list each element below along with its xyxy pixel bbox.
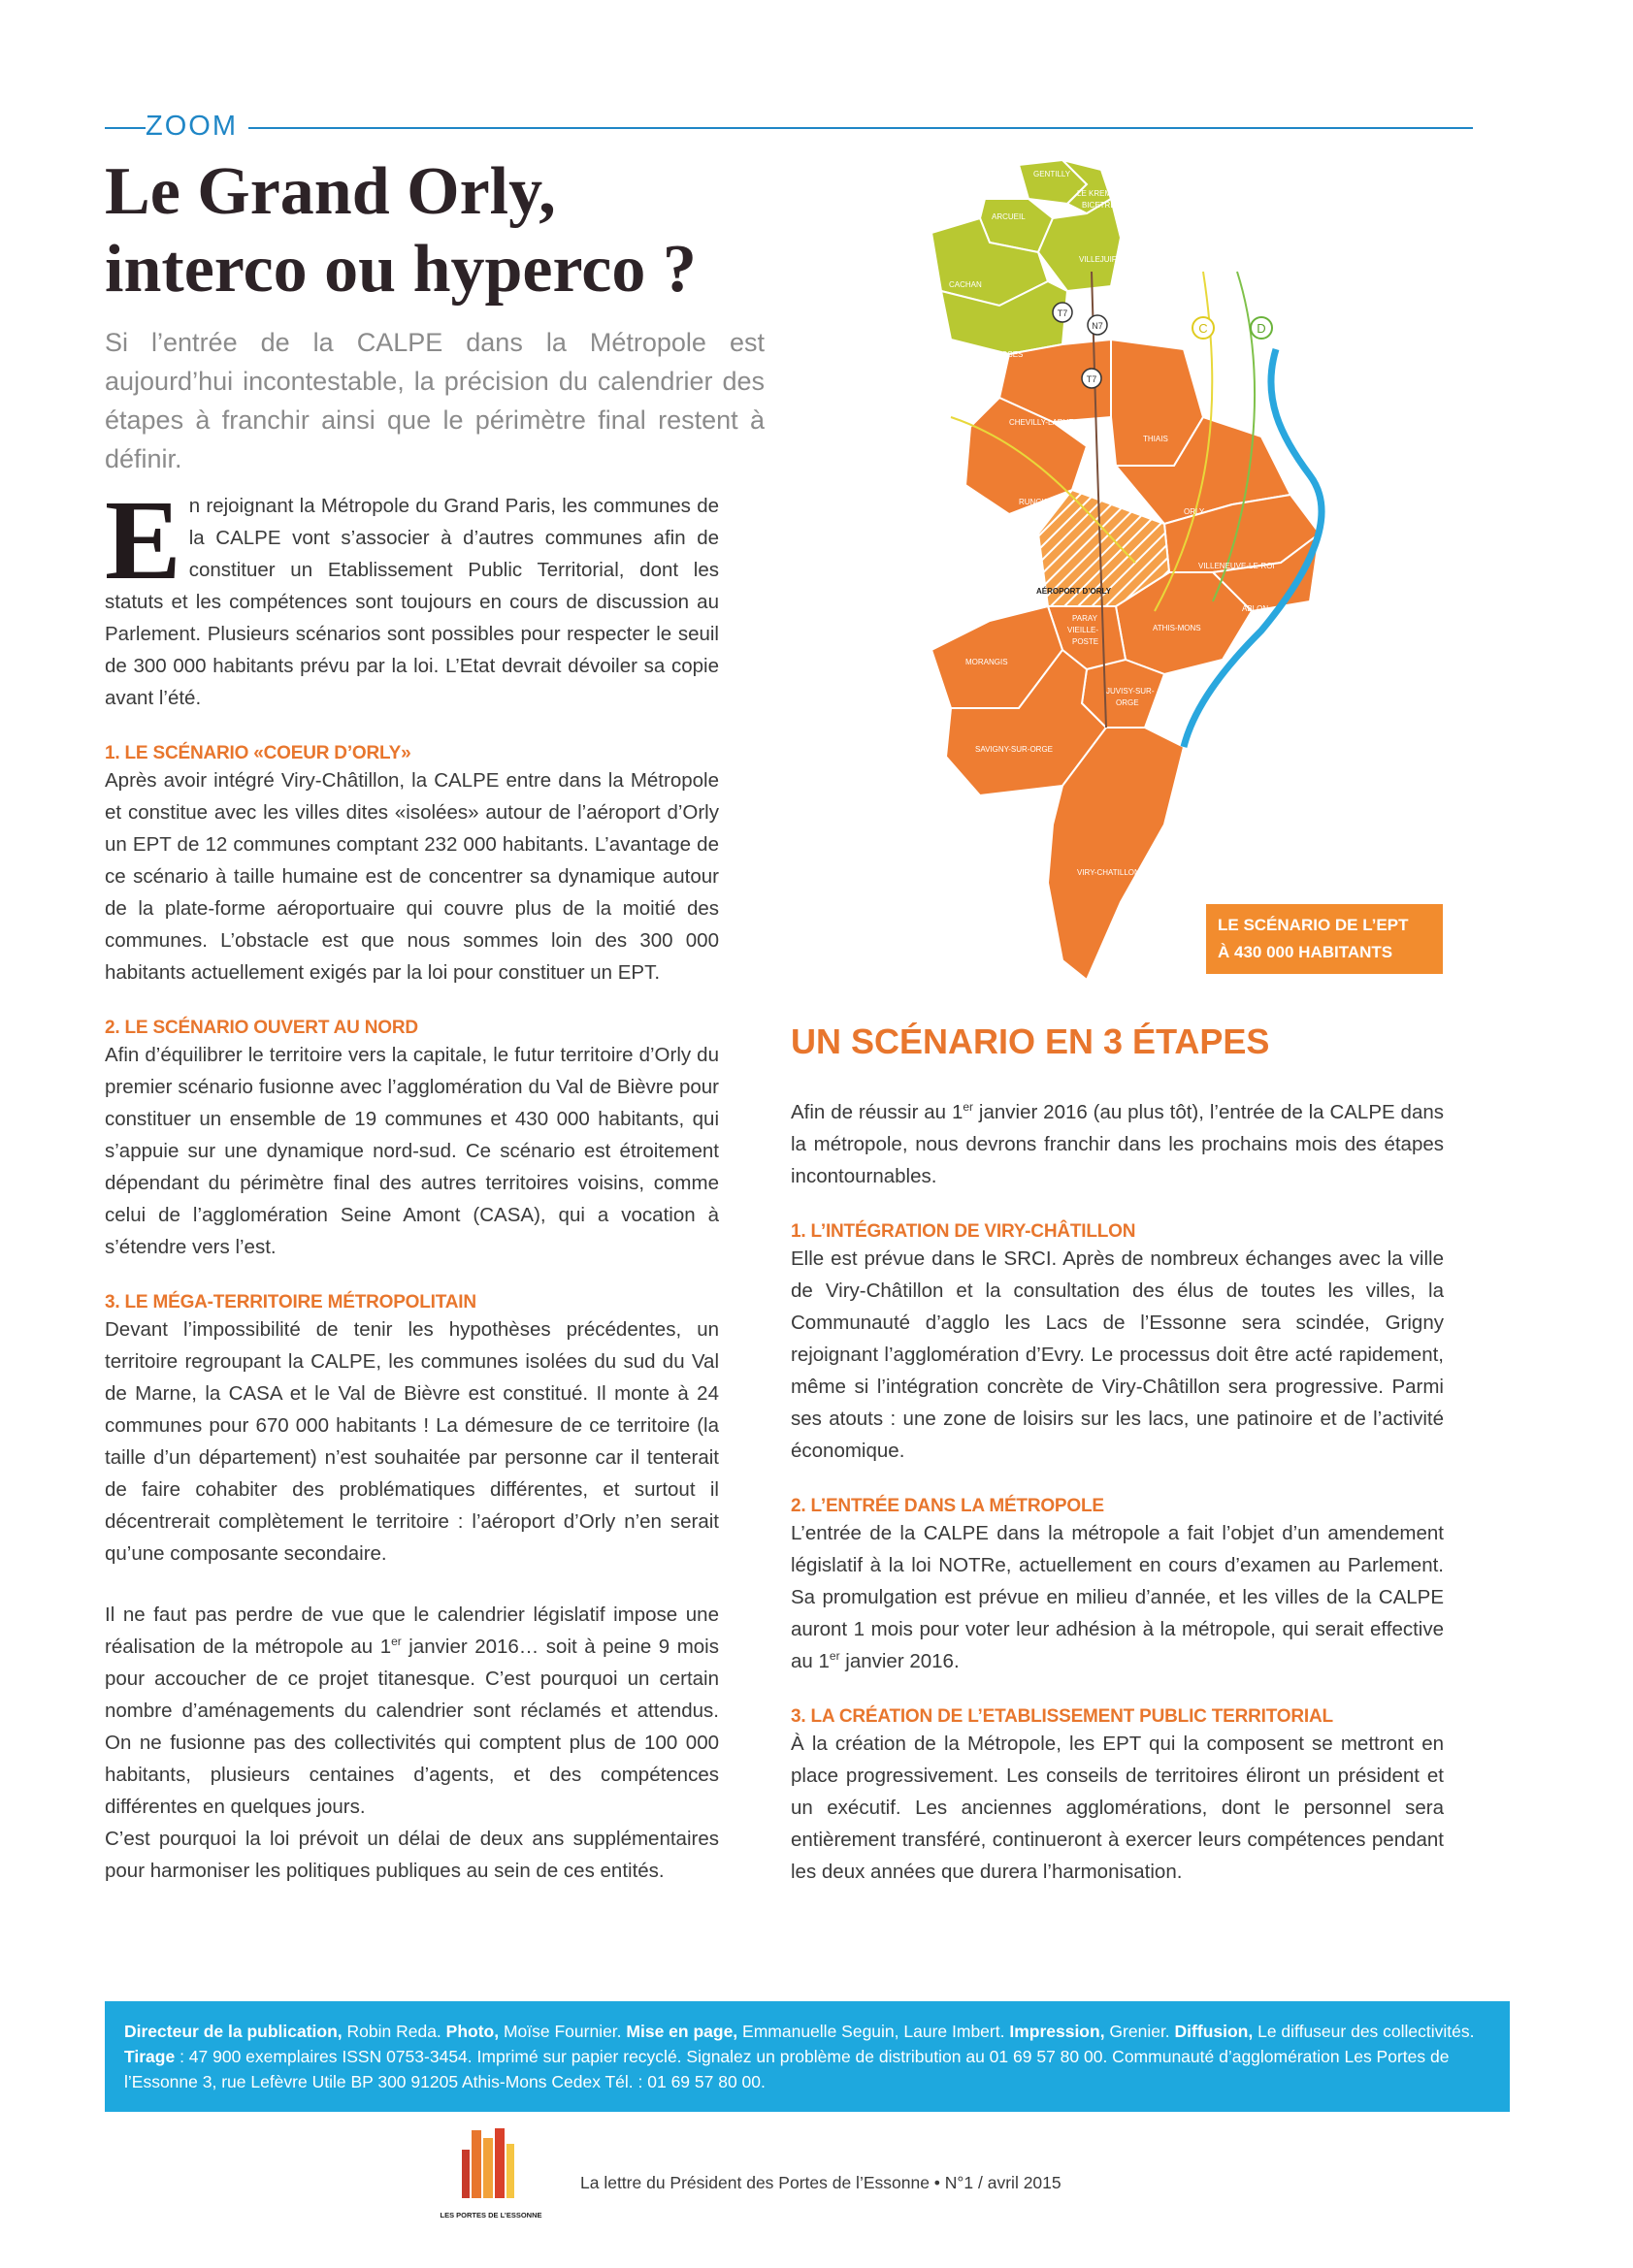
lead-paragraph: Si l’entrée de la CALPE dans la Métropole est aujourd’hui incontestable, la précision du calendrier des étapes à franchir ainsi que le périmètre final restent à définir. <box>105 328 765 473</box>
right-column <box>791 1096 1444 1888</box>
closing-paragraph-1 <box>105 1599 719 1823</box>
scenario-2-heading: 2. LE SCÉNARIO OUVERT AU NORD <box>105 1018 418 1038</box>
credit-director-label: Directeur de la publication, <box>124 2022 343 2041</box>
scenario-3 <box>105 1292 719 1570</box>
marker-t7-a-label: T7 <box>1057 308 1068 318</box>
credit-tirage: : 47 900 exemplaires ISSN 0753-3454. Imprimé sur papier recyclé. Signalez un problème de distribution au 01 69 57 80 00. Communauté d’agglomération Les Portes de l’Essonne 3, rue Lefèvre Utile BP 300 91205 Athis-Mons Cedex Tél. : 01 69 57 80 00. <box>124 2047 1450 2091</box>
marker-rer-d <box>1251 317 1272 339</box>
intro-text: n rejoignant la Métropole du Grand Paris, les communes de la CALPE vont s’associer à d’autres communes afin de constituer un Etablissement Public Territorial, dont les statuts et les compétences sont toujours en cours de discussion au Parlement. Plusieurs scénarios sont possibles pour respecter le seuil de 300 000 habitants prévu par la loi. L’Etat devrait dévoiler sa copie avant l’été. <box>105 495 719 709</box>
credit-layout-label: Mise en page, <box>626 2022 738 2041</box>
step-2-sup: er <box>829 1649 840 1664</box>
scenario-callout <box>1206 904 1443 974</box>
label-rungis: RUNGIS <box>1019 498 1050 506</box>
label-cachan: CACHAN <box>949 280 982 289</box>
scenario-3-heading: 3. LE MÉGA-TERRITOIRE MÉTROPOLITAIN <box>105 1292 476 1312</box>
label-morangis: MORANGIS <box>965 658 1008 666</box>
step-3-heading: 3. LA CRÉATION DE L’ETABLISSEMENT PUBLIC TERRITORIAL <box>791 1706 1333 1727</box>
step-2 <box>791 1496 1444 1677</box>
label-savigny: SAVIGNY-SUR-ORGE <box>975 745 1054 754</box>
step-1-heading: 1. L’INTÉGRATION DE VIRY-CHÂTILLON <box>791 1221 1136 1242</box>
label-kremlin-1: LE KREMLIN <box>1077 189 1124 198</box>
scenario-2-text: Afin d’équilibrer le territoire vers la capitale, le futur territoire d’Orly du premier scénario fusionne avec l’agglomération du Val de Bièvre pour constituer un ensemble de 19 communes et 430 000 habitants, qui s’appuie sur une dynamique nord-sud. Ce scénario est étroitement dépendant du périmètre final des autres territoires voisins, comme celui de l’agglomération Seine Amont (CASA), qui a vocation à s’étendre vers l’est. <box>105 1044 719 1258</box>
closing-text-b: janvier 2016… soit à peine 9 mois pour accoucher de ce projet titanesque. C’est pourquoi un certain nombre d’aménagements du calendrier sont réclamés et attendus. On ne fusionne pas des collectivités qui comptent plus de 100 000 habitants, plusieurs centaines d’agents, et des compétences différentes en quelques jours. <box>105 1636 719 1818</box>
credit-diffusion: Le diffuseur des collectivités. <box>1253 2022 1475 2041</box>
logo-text: LES PORTES DE L’ESSONNE <box>440 2211 542 2219</box>
label-athis: ATHIS-MONS <box>1153 624 1201 632</box>
label-paray-3: POSTE <box>1072 637 1099 646</box>
credit-diffusion-label: Diffusion, <box>1174 2022 1254 2041</box>
left-column <box>105 476 719 1887</box>
portes-essonne-logo <box>439 2124 543 2231</box>
section-kicker: ZOOM <box>146 111 238 142</box>
closing <box>105 1599 719 1887</box>
right-intro-sup: er <box>963 1100 974 1115</box>
step-2-heading: 2. L’ENTRÉE DANS LA MÉTROPOLE <box>791 1496 1104 1516</box>
marker-n7-label: N7 <box>1092 321 1103 331</box>
label-viry: VIRY-CHATILLON <box>1077 868 1140 877</box>
label-hay: L’HAY-LES-ROSES <box>956 350 1024 359</box>
step-1 <box>791 1221 1444 1467</box>
marker-rer-d-label: D <box>1257 321 1266 336</box>
page-title <box>105 153 697 308</box>
label-villeneuve: VILLENEUVE-LE-ROI <box>1198 562 1275 570</box>
marker-t7-b <box>1082 369 1101 388</box>
step-2-text-b: janvier 2016. <box>839 1650 960 1672</box>
header-rule-right <box>248 127 1473 129</box>
credit-photo: Moïse Fournier. <box>499 2022 627 2041</box>
right-heading: UN SCÉNARIO EN 3 ÉTAPES <box>791 1021 1270 1061</box>
credit-print: Grenier. <box>1104 2022 1175 2041</box>
label-orly: ORLY <box>1184 507 1205 516</box>
header-rule-left <box>105 127 146 129</box>
credit-director: Robin Reda. <box>342 2022 446 2041</box>
scenario-callout-line-2: À 430 000 HABITANTS <box>1218 943 1393 961</box>
closing-text-a: Il ne faut pas perdre de vue que le calendrier législatif impose une réalisation de la métropole au 1 <box>105 1604 719 1658</box>
scenario-1 <box>105 743 719 988</box>
right-intro <box>791 1096 1444 1192</box>
step-1-text: Elle est prévue dans le SRCI. Après de nombreux échanges avec la ville de Viry-Châtillon et la consultation des élus de toutes les villes, la Communauté d’agglo les Lacs de l’Essonne sera scindée, Grigny rejoignant l’agglomération d’Evry. Le processus doit être acté rapidement, même si l’intégration concrète de Viry-Châtillon sera progressive. Parmi ses atouts : une zone de loisirs sur les lacs, une patinoire et de l’activité économique. <box>791 1247 1444 1462</box>
label-juvisy-2: ORGE <box>1116 698 1139 707</box>
label-chevilly: CHEVILLY-LARUE <box>1009 418 1074 427</box>
marker-t7-a <box>1053 303 1072 322</box>
territory-map <box>893 146 1475 989</box>
label-arcueil: ARCUEIL <box>992 212 1026 221</box>
dropcap: E <box>105 476 181 603</box>
step-3-text: À la création de la Métropole, les EPT qui la composent se mettront en place progressivement. Les conseils de territoires éliront un président et un exécutif. Les anciennes agglomérations, dont le personnel sera entièrement transféré, continueront à exercer leurs compétences pendant les deux années que durera l’harmonisation. <box>791 1733 1444 1883</box>
credit-layout: Emmanuelle Seguin, Laure Imbert. <box>737 2022 1010 2041</box>
label-gentilly: GENTILLY <box>1033 170 1071 178</box>
marker-rer-c <box>1192 317 1214 339</box>
label-paray-2: VIEILLE- <box>1067 626 1099 634</box>
label-juvisy-1: JUVISY-SUR- <box>1106 687 1155 696</box>
right-intro-b: janvier 2016 (au plus tôt), l’entrée de la CALPE dans la métropole, nous devrons franchir dans les prochains mois des étapes incontournables. <box>791 1101 1445 1187</box>
credit-print-label: Impression, <box>1009 2022 1105 2041</box>
scenario-1-text: Après avoir intégré Viry-Châtillon, la CALPE entre dans la Métropole et constitue avec les villes dites «isolées» autour de l’aéroport d’Orly un EPT de 12 communes comptant 232 000 habitants. L’avantage de ce scénario à taille humaine est de concentrer sa dynamique autour de la plate-forme aéroportuaire qui couvre plus de la moitié des communes. L’obstacle est que nous sommes loin des 300 000 habitants actuellement exigés par la loi pour constituer un EPT. <box>105 769 719 984</box>
marker-rer-c-label: C <box>1198 321 1208 336</box>
marker-n7 <box>1088 315 1107 335</box>
step-3 <box>791 1706 1444 1888</box>
title-line-2: interco ou hyperco ? <box>105 232 697 307</box>
commune-villejuif <box>1038 199 1121 291</box>
scenario-1-heading: 1. LE SCÉNARIO «COEUR D’ORLY» <box>105 743 411 763</box>
scenario-callout-line-1: LE SCÉNARIO DE L’EPT <box>1218 916 1409 934</box>
label-thiais: THIAIS <box>1143 435 1168 443</box>
credit-tirage-label: Tirage <box>124 2047 176 2066</box>
credits-box <box>105 2001 1510 2112</box>
scenario-2 <box>105 1018 719 1263</box>
closing-sup: er <box>391 1635 402 1649</box>
label-kremlin-2: BICETRE <box>1082 201 1116 210</box>
step-2-text <box>791 1517 1444 1677</box>
label-paray-1: PARAY <box>1072 614 1097 623</box>
marker-t7-b-label: T7 <box>1086 374 1097 384</box>
credit-photo-label: Photo, <box>445 2022 500 2041</box>
intro-paragraph <box>105 476 719 714</box>
closing-paragraph-2: C’est pourquoi la loi prévoit un délai de deux ans supplémentaires pour harmoniser les politiques publiques au sein de ces entités. <box>105 1828 719 1882</box>
right-intro-a: Afin de réussir au 1 <box>791 1101 963 1123</box>
label-aeroport: AÉROPORT D’ORLY <box>1036 587 1112 596</box>
step-2-text-a: L’entrée de la CALPE dans la métropole a fait l’objet d’un amendement législatif à la loi NOTRe, actuellement en cours d’examen au Parlement. Sa promulgation est prévue en milieu d’année, et les villes de la CALPE auront 1 mois pour voter leur adhésion à la métropole, qui serait effective au 1 <box>791 1522 1444 1672</box>
footer-text: La lettre du Président des Portes de l’Essonne • N°1 / avril 2015 <box>580 2173 1061 2192</box>
title-line-1: Le Grand Orly, <box>105 154 556 229</box>
scenario-3-text: Devant l’impossibilité de tenir les hypothèses précédentes, un territoire regroupant la CALPE, les communes isolées du sud du Val de Marne, la CASA et le Val de Bièvre est constitué. Il monte à 24 communes pour 670 000 habitants ! La démesure de ce territoire (la taille d’un département) n’est souhaitée par personne car il tenterait de faire cohabiter des problématiques différentes, et surtout il décentrerait complètement le territoire : l’aéroport d’Orly n’en serait qu’une composante secondaire. <box>105 1318 719 1565</box>
label-villejuif: VILLEJUIF <box>1079 255 1117 264</box>
label-ablon: ABLON <box>1242 604 1269 613</box>
